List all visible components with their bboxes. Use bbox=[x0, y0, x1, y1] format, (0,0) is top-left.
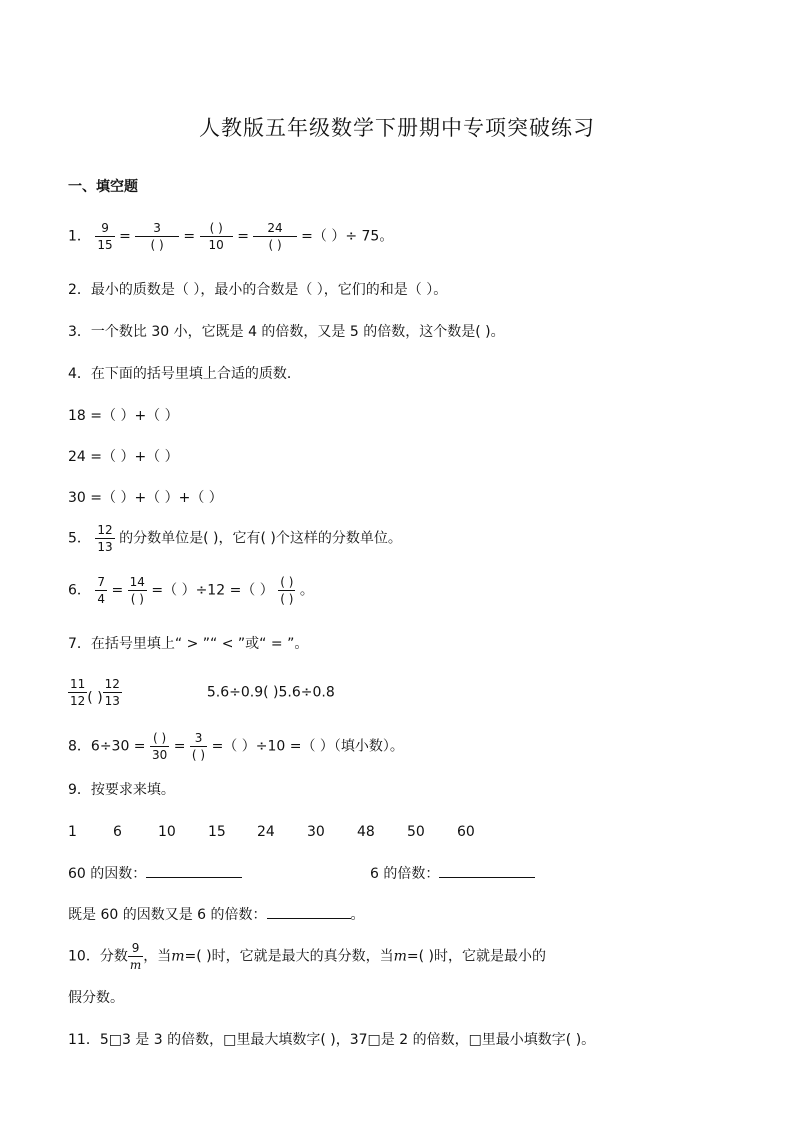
q1-f4-numerator: 24 bbox=[253, 220, 296, 237]
number-item: 30 bbox=[307, 824, 325, 840]
number-item: 60 bbox=[457, 824, 475, 840]
q6-fraction-1 bbox=[95, 574, 107, 607]
q1-f2-numerator: 3 bbox=[135, 220, 179, 237]
question-6 bbox=[68, 574, 314, 607]
q7-expression: 5.6÷0.9( )5.6÷0.8 bbox=[206, 684, 335, 701]
question-4-line-2: 24 =（ ）+（ ） bbox=[68, 449, 179, 465]
number-item: 50 bbox=[407, 824, 425, 840]
question-11: 11．5□3 是 3 的倍数，□里最大填数字( )，37□是 2 的倍数，□里最小填数字( )。 bbox=[68, 1032, 596, 1048]
q1-f2-denominator: ( ) bbox=[150, 238, 164, 252]
q6-end: 。 bbox=[299, 582, 314, 599]
q6-f1-denominator: 4 bbox=[97, 592, 106, 606]
q5-denominator: 13 bbox=[97, 540, 113, 554]
q6-middle: =（ ）÷12 =（ ） bbox=[151, 582, 274, 599]
q1-f1-numerator: 9 bbox=[95, 220, 114, 237]
q1-eq-2: = bbox=[183, 228, 196, 245]
q9-factors-label: 60 的因数： bbox=[68, 866, 147, 882]
question-8 bbox=[68, 730, 404, 763]
q1-f4-denominator: ( ) bbox=[268, 238, 282, 252]
q1-eq-3: = bbox=[237, 228, 249, 245]
q5-tail: 的分数单位是( )，它有( )个这样的分数单位。 bbox=[119, 530, 402, 547]
question-7-stem: 7．在括号里填上“ > ”“ < ”或“ = ”。 bbox=[68, 636, 309, 652]
q8-f1-numerator: ( ) bbox=[150, 730, 169, 747]
q1-tail: =（ ）÷ 75。 bbox=[301, 228, 394, 245]
q10-mid2: =( )时，它就是最大的真分数，当 bbox=[184, 948, 394, 965]
q6-f3-denominator: ( ) bbox=[280, 592, 294, 606]
q8-f2-denominator: ( ) bbox=[191, 748, 206, 762]
q9-both-blank[interactable] bbox=[267, 904, 351, 919]
question-4-line-3: 30 =（ ）+（ ）+（ ） bbox=[68, 490, 223, 506]
question-9-both bbox=[68, 904, 365, 925]
q6-fraction-2 bbox=[128, 574, 147, 607]
q8-tail: =（ ）÷10 =（ ）（填小数）。 bbox=[211, 738, 404, 755]
q10-mid3: =( )时，它就是最小的 bbox=[406, 948, 546, 965]
question-10-line-2: 假分数。 bbox=[68, 990, 124, 1006]
q8-f1-denominator: 30 bbox=[152, 748, 168, 762]
q7-fraction-a bbox=[68, 676, 87, 709]
number-item: 48 bbox=[357, 824, 375, 840]
question-1 bbox=[68, 220, 393, 253]
question-10 bbox=[68, 940, 546, 973]
q7-fa-denominator: 12 bbox=[70, 694, 86, 708]
question-9-numbers bbox=[68, 822, 475, 842]
q5-fraction bbox=[95, 522, 114, 555]
q9-factors-blank[interactable] bbox=[146, 863, 242, 878]
q8-f2-numerator: 3 bbox=[190, 730, 207, 747]
q7-fb-numerator: 12 bbox=[104, 677, 120, 691]
q1-f1-denominator: 15 bbox=[97, 238, 113, 252]
q8-eq: = bbox=[173, 738, 186, 755]
question-9-multiples bbox=[370, 863, 535, 884]
q9-both-end: 。 bbox=[350, 907, 365, 923]
question-4-line-1: 18 =（ ）+（ ） bbox=[68, 408, 179, 424]
q8-fraction-2 bbox=[190, 730, 207, 763]
q1-f3-numerator: ( ) bbox=[200, 220, 233, 237]
q6-f3-numerator: ( ) bbox=[280, 575, 294, 589]
q7-paren: ( ) bbox=[87, 689, 103, 706]
q10-denominator: m bbox=[129, 958, 142, 972]
number-item: 15 bbox=[208, 824, 226, 840]
q9-both-label: 既是 60 的因数又是 6 的倍数： bbox=[68, 907, 267, 923]
q1-f3-denominator: 10 bbox=[208, 238, 224, 252]
q1-fraction-2 bbox=[135, 220, 179, 253]
number-item: 1 bbox=[68, 824, 77, 840]
q10-var-1: m bbox=[171, 948, 185, 965]
number-item: 10 bbox=[158, 824, 176, 840]
section-heading: 一、填空题 bbox=[68, 179, 138, 195]
question-7-compare bbox=[68, 676, 335, 709]
q6-number: 6． bbox=[68, 582, 91, 599]
page-title: 人教版五年级数学下册期中专项突破练习 bbox=[199, 116, 595, 140]
question-3: 3．一个数比 30 小，它既是 4 的倍数，又是 5 的倍数，这个数是( )。 bbox=[68, 324, 505, 340]
q5-number: 5． bbox=[68, 530, 91, 547]
q8-pre: 8．6÷30 = bbox=[68, 738, 146, 755]
q6-f2-numerator: 14 bbox=[129, 575, 145, 589]
q1-number: 1． bbox=[68, 228, 91, 245]
question-5 bbox=[68, 522, 402, 555]
q6-fraction-3 bbox=[278, 574, 295, 607]
q9-multiples-label: 6 的倍数： bbox=[370, 866, 440, 882]
question-9-factors bbox=[68, 863, 242, 884]
question-2: 2．最小的质数是（ ），最小的合数是（ ），它们的和是（ ）。 bbox=[68, 282, 448, 298]
q7-fa-numerator: 11 bbox=[70, 677, 86, 691]
q1-eq-1: = bbox=[119, 228, 131, 245]
q7-fraction-b bbox=[103, 676, 122, 709]
q10-fraction bbox=[128, 940, 143, 973]
q6-f2-denominator: ( ) bbox=[130, 592, 144, 606]
question-4-stem: 4．在下面的括号里填上合适的质数． bbox=[68, 366, 301, 382]
q6-f1-numerator: 7 bbox=[97, 575, 106, 589]
q10-mid1: ，当 bbox=[143, 948, 172, 965]
q10-var-2: m bbox=[393, 948, 407, 965]
q6-eq: = bbox=[111, 582, 124, 599]
question-9-stem: 9．按要求来填。 bbox=[68, 782, 175, 798]
q1-fraction-1 bbox=[95, 220, 114, 253]
q1-fraction-4 bbox=[253, 220, 296, 253]
q10-pre: 10．分数 bbox=[68, 948, 128, 965]
q1-fraction-3 bbox=[200, 220, 233, 253]
q10-numerator: 9 bbox=[128, 940, 143, 957]
q9-multiples-blank[interactable] bbox=[439, 863, 535, 878]
q5-numerator: 12 bbox=[97, 523, 113, 537]
q8-fraction-1 bbox=[150, 730, 169, 763]
number-item: 24 bbox=[257, 824, 275, 840]
number-item: 6 bbox=[113, 824, 122, 840]
q7-fb-denominator: 13 bbox=[104, 694, 120, 708]
